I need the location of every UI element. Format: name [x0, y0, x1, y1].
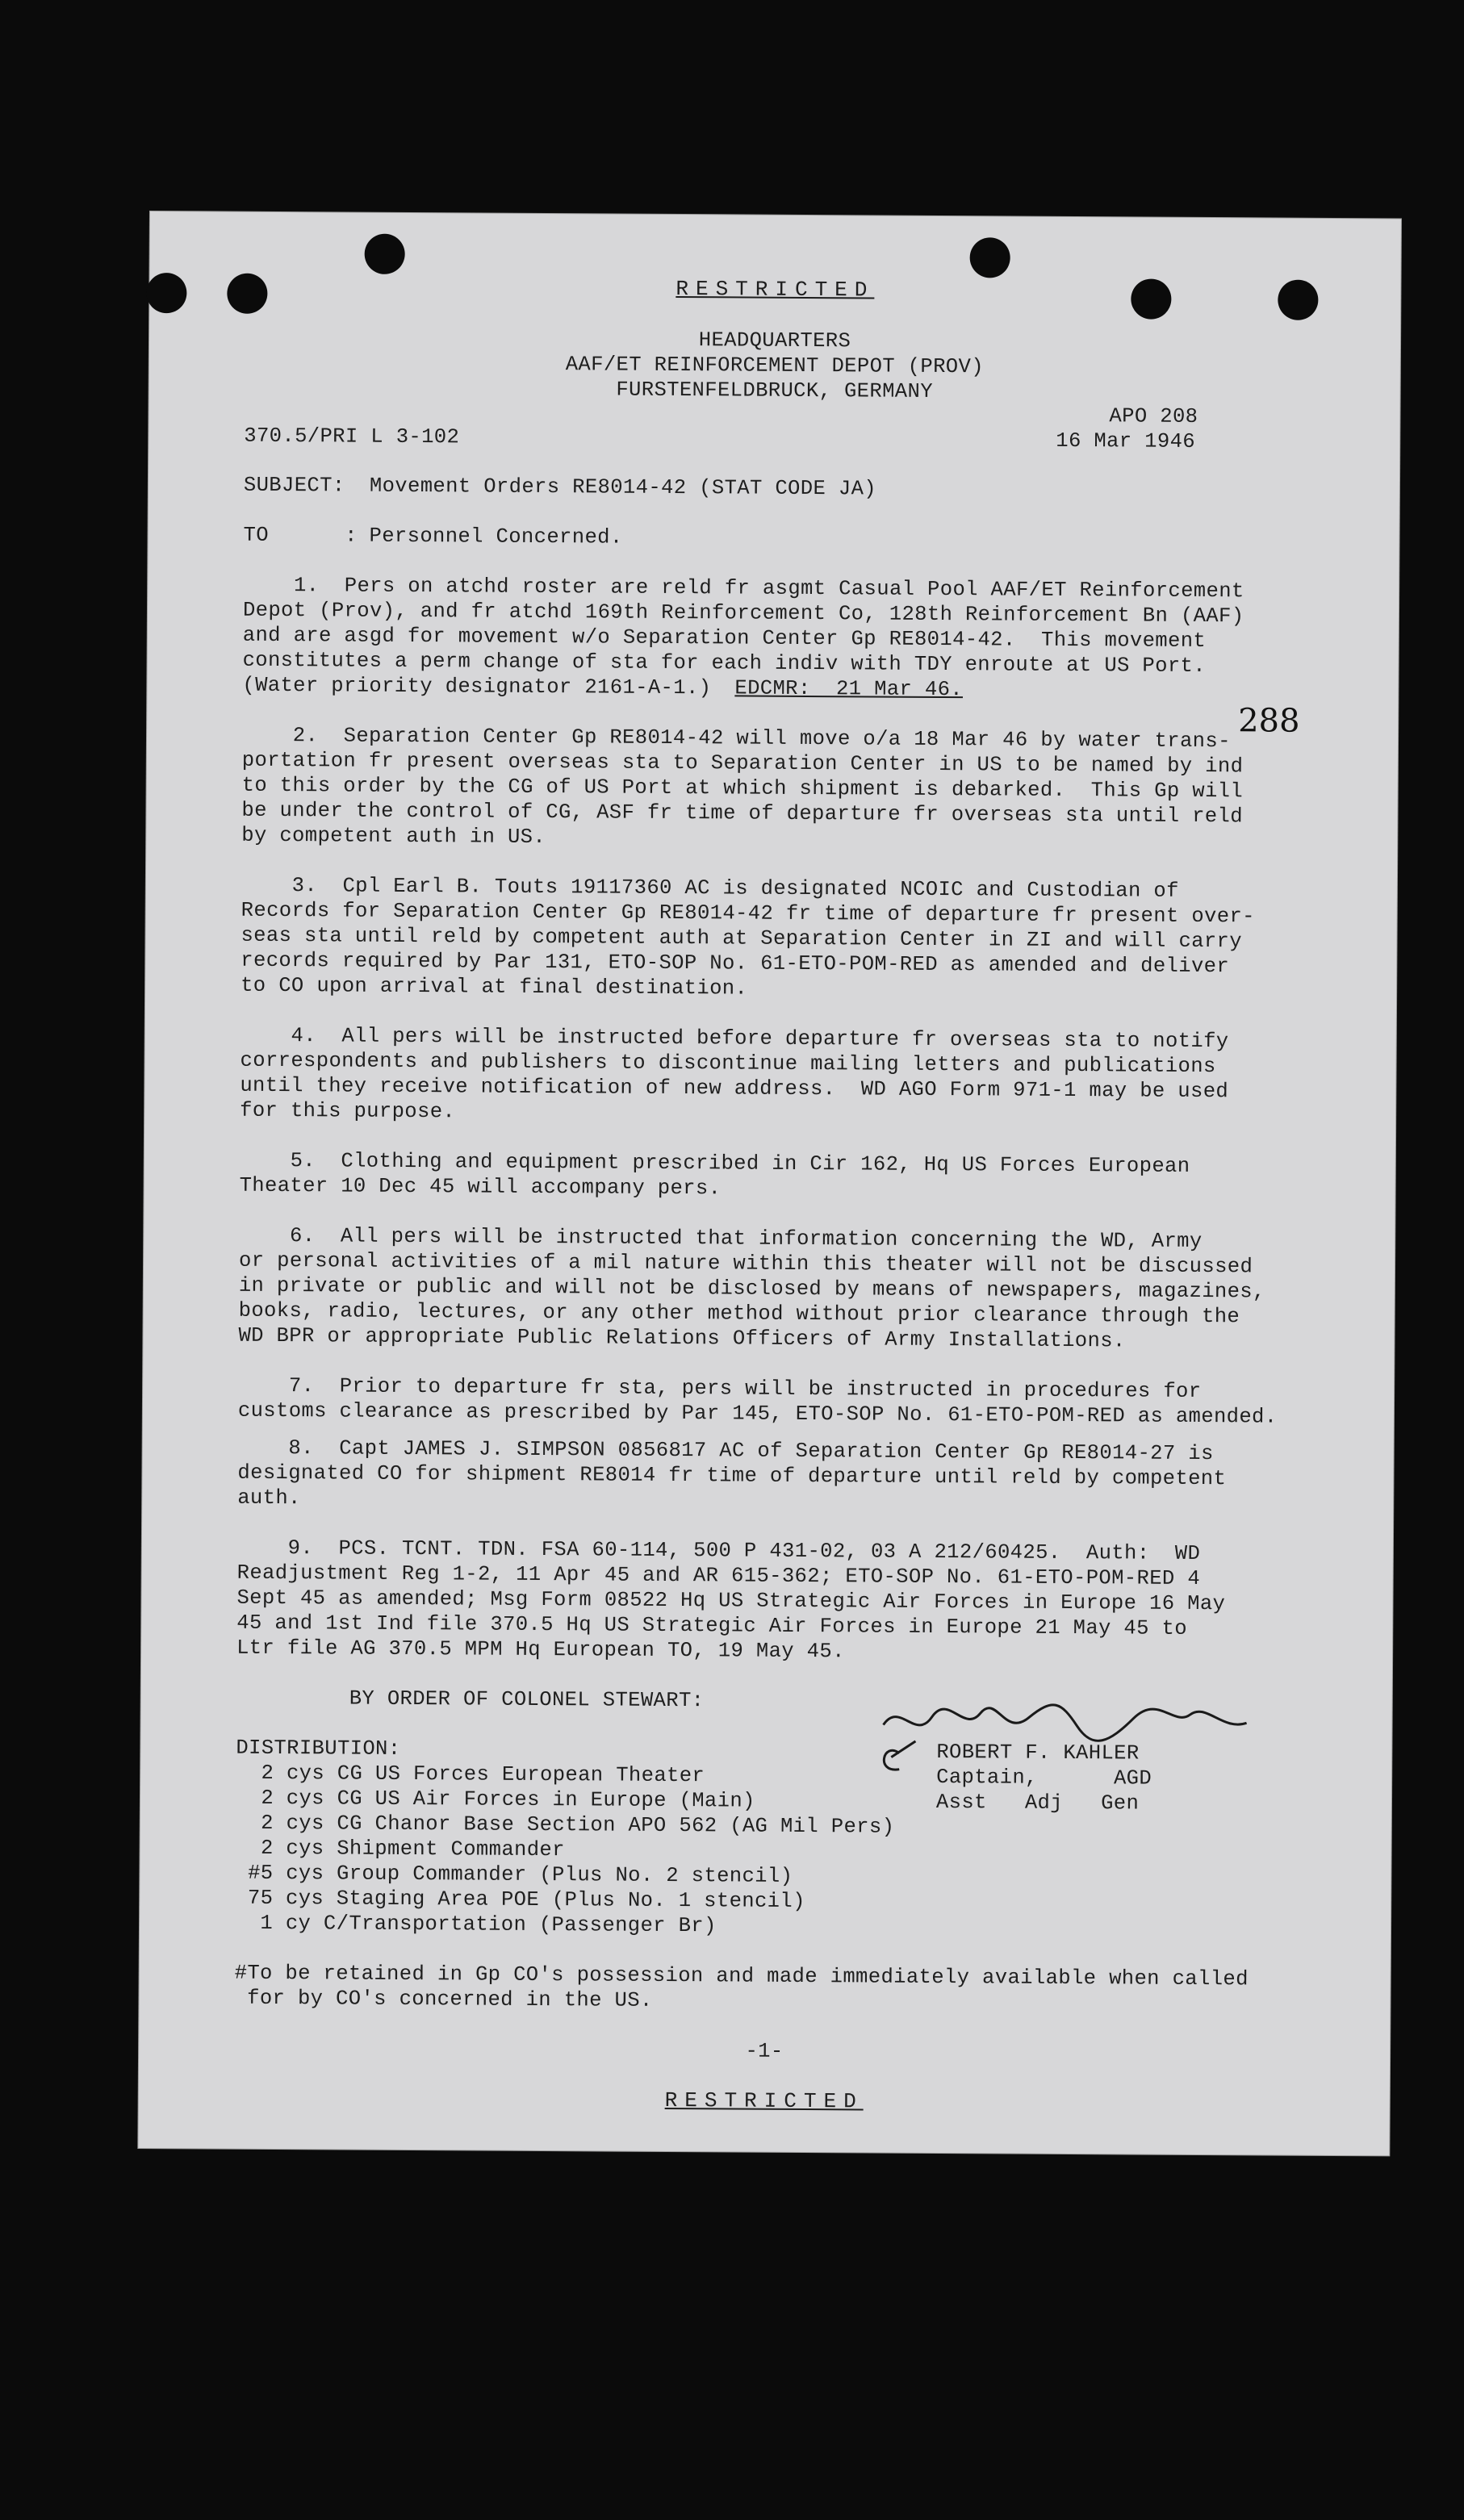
page-stamp-number: 288 — [1238, 702, 1300, 740]
paragraph-6: 6. All pers will be instructed that information concerning the WD, Army or personal activities of a mil nature within this theater will not be discussed in private or public and will not be disclosed by means of newspapers, magazines, books, radio, lectures, or any other method without prior clearance through the WD BPR or appropriate Public Relations Officers of Army Installations. — [238, 1223, 1265, 1353]
footnote: #To be retained in Gp CO's possession and made immediately available when called for by CO's concerned in the US. — [234, 1961, 1249, 2012]
paragraph-8: 8. Capt JAMES J. SIMPSON 0856817 AC of Separation Center Gp RE8014-27 is designated CO for shipment RE8014 fr time of departure until reld by competent auth. — [237, 1436, 1227, 1511]
distribution-label: DISTRIBUTION: — [236, 1736, 401, 1761]
distribution-item: 2 cys CG US Air Forces in Europe (Main) — [235, 1786, 755, 1813]
paragraph-4: 4. All pers will be instructed before departure fr overseas sta to notify correspondents and publishers to discontinue mailing letters and publications until they receive notification of new address. WD AGO Form 971-1 may be used for this purpose. — [240, 1023, 1229, 1124]
signer-title: Asst Adj Gen — [935, 1790, 1140, 1816]
punch-hole — [365, 234, 405, 274]
paragraph-9: 9. PCS. TCNT. TDN. FSA 60-114, 500 P 431-02, 03 A 212/60425. Auth: WD Readjustment Reg 1-2, 11 Apr 45 and AR 615-362; ETO-SOP No. 61-ETO-POM-RED 4 Sept 45 as amended; Msg Form 08522 Hq US Strategic Air Forces in Europe 16 May 45 and 1st Ind file 370.5 Hq US Strategic Air Forces in Europe 21 May 45 to Ltr file AG 370.5 MPM Hq European TO, 19 May 45. — [236, 1536, 1226, 1664]
apo-number: APO 208 — [1109, 404, 1198, 428]
edcmr-line: EDCMR: 21 Mar 46. — [734, 676, 964, 702]
paragraph-7: 7. Prior to departure fr sta, pers will be instructed in procedures for customs clearance as prescribed by Par 145, ETO-SOP No. 61-ETO-POM-RED as amended. — [237, 1373, 1278, 1429]
distribution-item: 2 cys CG US Forces European Theater — [236, 1761, 705, 1788]
paragraph-1: 1. Pers on atchd roster are reld fr asgmt Casual Pool AAF/ET Reinforcement Depot (Prov), and fr atchd 169th Reinforcement Co, 128th Reinforcement Bn (AAF) and are asgd for movement w/o Separation Center Gp RE8014-42. This movement constitutes a perm change of sta for each indiv with TDY enroute at US Port. (Water priority designator 2161-A-1.) — [242, 573, 1244, 700]
signer-rank: Captain, AGD — [936, 1765, 1152, 1791]
order-date: 16 Mar 1946 — [1056, 428, 1196, 453]
subject-label: SUBJECT: — [243, 473, 345, 498]
distribution-item: 75 cys Staging Area POE (Plus No. 1 stencil) — [235, 1886, 805, 1913]
headquarters-line: HEADQUARTERS — [698, 328, 851, 353]
paragraph-2: 2. Separation Center Gp RE8014-42 will move o/a 18 Mar 46 by water trans- portation fr present overseas sta to Separation Center in US to be named by ind to this order by the CG of US Port at which shipment is debarked. This Gp will be under the control of CG, ASF fr time of departure fr overseas sta until reld by competent auth in US. — [241, 723, 1244, 850]
file-number: 370.5/PRI L 3-102 — [244, 424, 460, 449]
to-text: Personnel Concerned. — [369, 524, 623, 550]
punch-hole — [970, 237, 1010, 278]
document-page — [138, 211, 1401, 2155]
subject-text: Movement Orders RE8014-42 (STAT CODE JA) — [369, 474, 877, 501]
distribution-item: 2 cys CG Chanor Base Section APO 562 (AG Mil Pers) — [235, 1811, 895, 1839]
order-authority-line: BY ORDER OF COLONEL STEWART: — [349, 1686, 705, 1713]
location-line: FURSTENFELDBRUCK, GERMANY — [616, 378, 934, 403]
to-label: TO : — [243, 523, 358, 548]
classification-footer: RESTRICTED — [664, 2087, 864, 2114]
classification-header: RESTRICTED — [676, 276, 875, 303]
paragraph-5: 5. Clothing and equipment prescribed in Cir 162, Hq US Forces European Theater 10 Dec 45 will accompany pers. — [239, 1148, 1190, 1201]
distribution-item: 2 cys Shipment Commander — [235, 1836, 565, 1862]
unit-line: AAF/ET REINFORCEMENT DEPOT (PROV) — [565, 353, 985, 379]
distribution-item: #5 cys Group Commander (Plus No. 2 stencil) — [235, 1861, 793, 1888]
signer-name: ROBERT F. KAHLER — [936, 1740, 1140, 1766]
paragraph-3: 3. Cpl Earl B. Touts 19117360 AC is designated NCOIC and Custodian of Records for Separation Center Gp RE8014-42 fr time of departure fr present over- seas sta until reld by competent auth at Separation Center in ZI and will carry records required by Par 131, ETO-SOP No. 61-ETO-POM-RED as amended and deliver to CO upon arrival at final destination. — [241, 873, 1255, 1001]
page-number: -1- — [745, 2039, 784, 2063]
distribution-item: 1 cy C/Transportation (Passenger Br) — [234, 1911, 717, 1938]
